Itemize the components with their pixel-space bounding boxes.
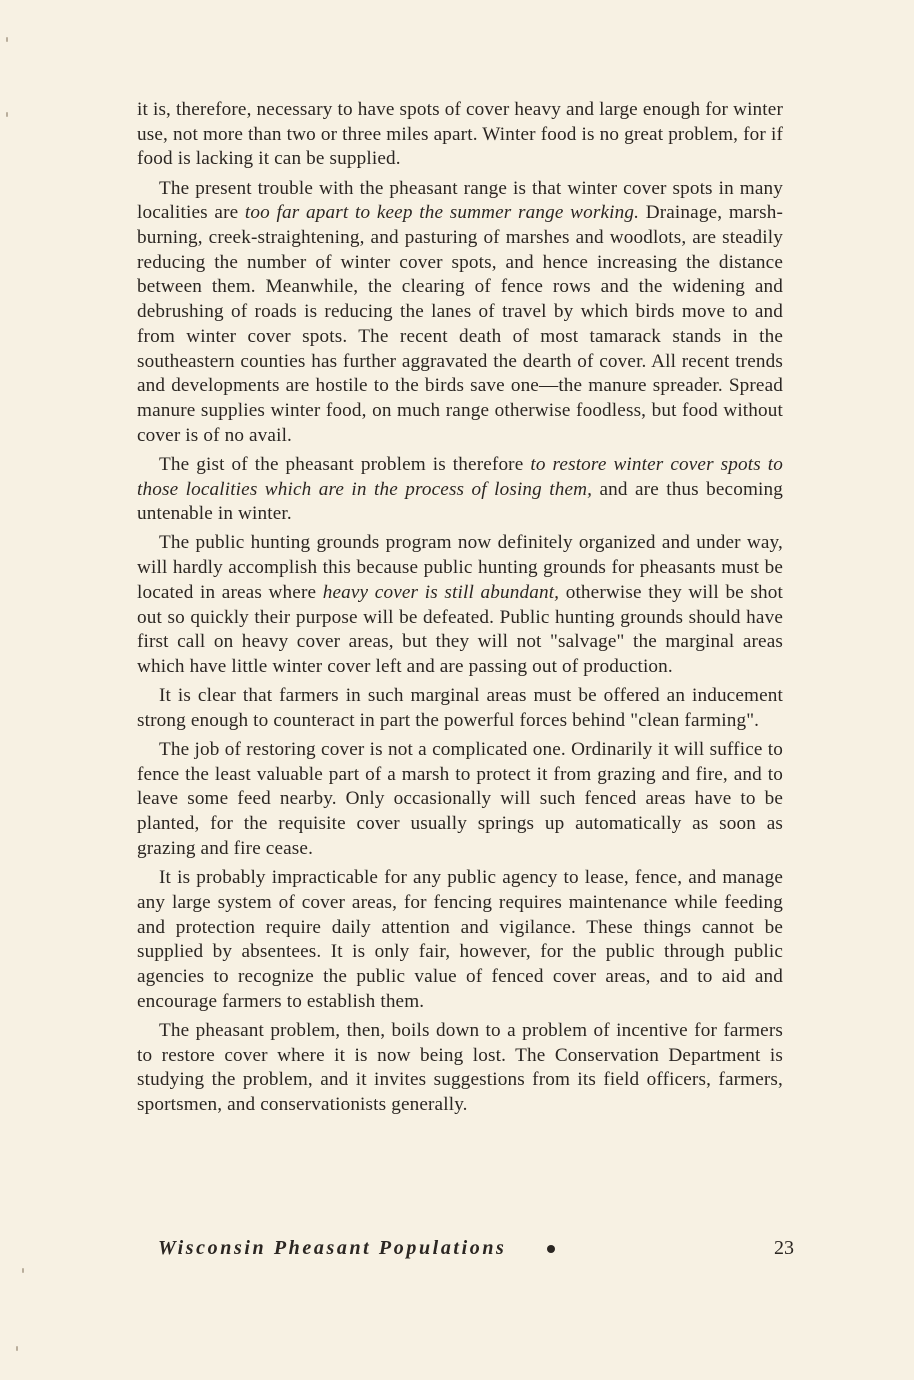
paragraph xyxy=(137,684,783,733)
emphasis-text: heavy cover is still abundant, xyxy=(322,581,560,603)
bullet-icon xyxy=(547,1245,555,1253)
running-title: Wisconsin Pheasant Populations xyxy=(158,1237,507,1259)
text-run: It is probably impracticable for any public agency to lease, fence, and manage any large system of cover areas, for fencing requires maintenance while feeding and protection require daily attention and vigilance. These things cannot be supplied by absentees. It is only fair, however, for the public through public agencies to recognize the public value of fenced cover areas, and to aid and encourage farmers to establish them. xyxy=(137,867,783,1012)
page-number: 23 xyxy=(774,1237,794,1259)
text-run: it is, therefore, necessary to have spots of cover heavy and large enough for winter use, not more than two or three miles apart. Winter food is no great problem, for if food is lacking it can be supplied. xyxy=(137,99,783,170)
text-run: The public hunting grounds program now definitely organized and under way, will hardly accomplish this because public hunting grounds for pheasants must be located in areas where xyxy=(137,532,783,603)
text-run: The job of restoring cover is not a complicated one. Ordinarily it will suffice to fence the least valuable part of a marsh to protect it from grazing and fire, and to leave some feed nearby. Only occasionally will such fenced areas have to be planted, for the requisite cover usually springs up automatically as soon as grazing and fire cease. xyxy=(137,739,783,859)
text-run: The present trouble with the pheasant range is that winter cover spots in many localities are xyxy=(137,177,783,224)
margin-speck xyxy=(22,1268,24,1273)
paragraph xyxy=(137,738,783,862)
emphasis-text: too far apart to keep the summer range working. xyxy=(244,202,640,224)
paragraph xyxy=(137,531,783,679)
page-footer xyxy=(158,1237,794,1267)
margin-speck xyxy=(16,1346,18,1351)
margin-speck xyxy=(6,37,8,42)
margin-speck xyxy=(6,112,8,117)
text-run: The pheasant problem, then, boils down to a problem of incentive for farmers to restore cover where it is now being lost. The Conservation Department is studying the problem, and it invites suggestions from its field officers, farmers, sportsmen, and conservationists generally. xyxy=(137,1019,783,1115)
paragraph xyxy=(137,1019,783,1118)
text-run: and are thus becoming untenable in winter. xyxy=(137,478,784,525)
paragraph xyxy=(137,453,783,527)
body-text xyxy=(137,98,783,1122)
text-run: It is clear that farmers in such marginal areas must be offered an inducement strong enough to counteract in part the powerful forces behind "clean farming". xyxy=(137,685,783,731)
emphasis-text: to restore winter cover spots to those localities which are in the process of losing them, xyxy=(137,453,783,500)
paragraph xyxy=(137,177,783,449)
text-run: Drainage, marsh-burning, creek-straightening, and pasturing of marshes and woodlots, are steadily reducing the number of winter cover spots, and hence increasing the distance between them. Meanwhile, the clearing of fence rows and the widening and debrushing of roads is reducing the lanes of travel by which birds move to and from winter cover spots. The recent death of most tamarack stands in the southeastern counties has further aggravated the dearth of cover. All recent trends and developments are hostile to the birds save one—the manure spreader. Spread manure supplies winter food, on much range otherwise foodless, but food without cover is of no avail. xyxy=(137,202,783,446)
text-run: otherwise they will be shot out so quickly their purpose will be defeated. Public hunting grounds should have first call on heavy cover areas, but they will not "salvage" the marginal areas which have little winter cover left and are passing out of production. xyxy=(137,581,784,677)
text-run: The gist of the pheasant problem is therefore xyxy=(159,453,531,475)
paragraph xyxy=(137,98,783,172)
paragraph xyxy=(137,866,783,1014)
